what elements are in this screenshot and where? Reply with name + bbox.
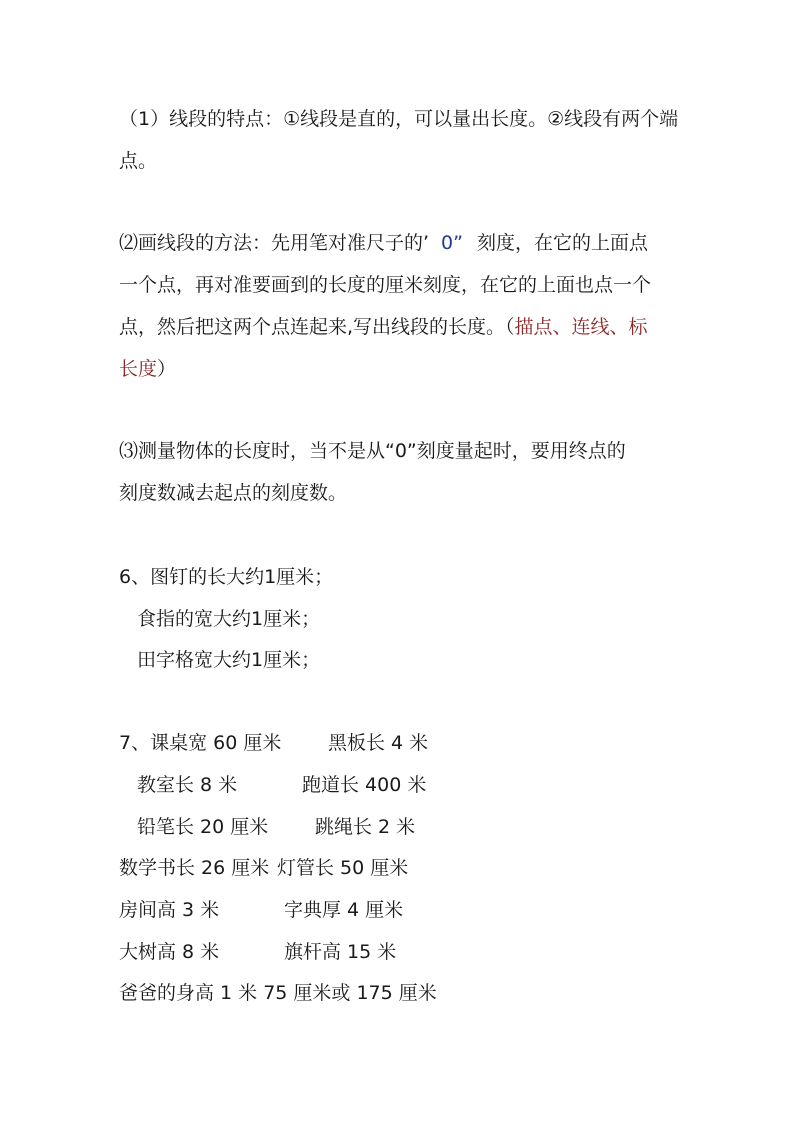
- section7-row-right: 旗杆高 15 米: [284, 941, 397, 963]
- section3-line1: ⑶测量物体的长度时，当不是从“0”刻度量起时，要用终点的: [119, 440, 626, 462]
- section7-row-left: 7、课桌宽 60 厘米: [119, 732, 282, 754]
- section3-line2: 刻度数减去起点的刻度数。: [119, 482, 348, 504]
- section2-steps-highlight: 描点、连线、标: [514, 316, 648, 338]
- section2-line2: 一个点，再对准要画到的长度的厘米刻度，在它的上面也点一个: [119, 274, 652, 296]
- section7-row-left: 大树高 8 米: [119, 941, 220, 963]
- section7-row-right: 黑板长 4 米: [328, 732, 429, 754]
- section7-row-right: 跳绳长 2 米: [315, 816, 416, 838]
- section6-item: 6、图钉的长大约1厘米；: [119, 566, 334, 588]
- section7-row-left: 房间高 3 米: [119, 899, 220, 921]
- section7-row-left: 教室长 8 米: [137, 774, 238, 796]
- section7-row-left: 数学书长 26 厘米: [119, 857, 270, 879]
- section2-line4-a: 长度: [119, 358, 158, 380]
- section6-item: 食指的宽大约1厘米；: [137, 608, 321, 630]
- section1-line1: （1）线段的特点：①线段是直的，可以量出长度。②线段有两个端: [119, 108, 679, 130]
- section7-row-right: 灯管长 50 厘米: [277, 857, 409, 879]
- section7-row-right: 字典厚 4 厘米: [284, 899, 404, 921]
- section6-item: 田字格宽大约1厘米；: [137, 649, 321, 671]
- section2-line1-c: 刻度，在它的上面点: [476, 232, 648, 254]
- section2-line3-a: 点，然后把这两个点连起来,写出线段的长度。（: [119, 316, 515, 338]
- section2-line4-b: ）: [157, 358, 177, 380]
- section2-line4: [119, 357, 176, 381]
- section1-line2: 点。: [119, 150, 158, 172]
- section2-line1: [119, 231, 648, 255]
- section2-line3: [119, 315, 648, 339]
- section2-zero-mark: 0”: [441, 232, 463, 254]
- section7-row-left: 爸爸的身高 1 米 75 厘米或 175 厘米: [119, 982, 437, 1004]
- section7-row-right: 跑道长 400 米: [302, 774, 427, 796]
- section7-row-left: 铅笔长 20 厘米: [137, 816, 269, 838]
- section2-line1-a: ⑵画线段的方法：先用笔对准尺子的’: [119, 232, 430, 254]
